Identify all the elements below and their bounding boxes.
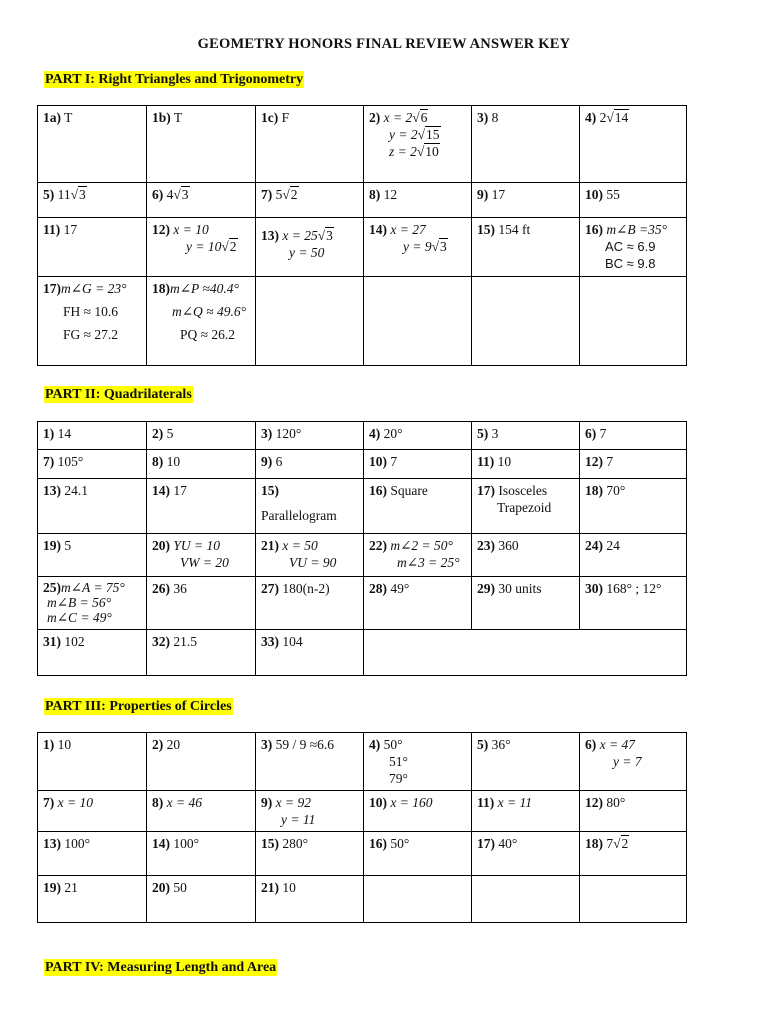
empty-cell (364, 876, 472, 923)
table-row (38, 534, 687, 577)
part2-table (37, 421, 687, 676)
table-row (38, 577, 687, 630)
answer-cell: 3) 8 (472, 106, 580, 183)
table-row (38, 277, 687, 366)
answer-cell: 11) x = 11 (472, 791, 580, 832)
answer-cell: 16) 50° (364, 832, 472, 876)
table-row (38, 106, 687, 183)
empty-cell (580, 277, 687, 366)
table-row (38, 630, 687, 676)
table-row (38, 479, 687, 534)
table-row (38, 733, 687, 791)
answer-cell: 18) 7√2 (580, 832, 687, 876)
answer-cell: 31) 102 (38, 630, 147, 676)
answer-cell: 13) x = 25√3 y = 50 (256, 218, 364, 277)
answer-cell: 11) 10 (472, 450, 580, 479)
answer-cell: 11) 17 (38, 218, 147, 277)
answer-cell: 14) x = 27 y = 9√3 (364, 218, 472, 277)
answer-cell: 12) x = 10 y = 10√2 (147, 218, 256, 277)
answer-cell: 3) 120° (256, 422, 364, 450)
answer-cell: 19) 21 (38, 876, 147, 923)
answer-cell: 32) 21.5 (147, 630, 256, 676)
answer-cell: 8) 12 (364, 183, 472, 218)
answer-cell: 2) 20 (147, 733, 256, 791)
empty-cell (364, 630, 687, 676)
part2-heading: PART II: Quadrilaterals (45, 387, 192, 402)
answer-cell: 12) 7 (580, 450, 687, 479)
answer-cell: 15) 154 ft (472, 218, 580, 277)
empty-cell (580, 876, 687, 923)
answer-cell: 6) 7 (580, 422, 687, 450)
answer-cell: 9) x = 92 y = 11 (256, 791, 364, 832)
answer-cell: 6) 4√3 (147, 183, 256, 218)
answer-cell: 1) 10 (38, 733, 147, 791)
answer-cell: 17) Isosceles Trapezoid (472, 479, 580, 534)
table-row (38, 218, 687, 277)
answer-cell: 20) 50 (147, 876, 256, 923)
answer-cell: 12) 80° (580, 791, 687, 832)
answer-cell: 2) 5 (147, 422, 256, 450)
answer-cell: 1c) F (256, 106, 364, 183)
answer-cell: 10) 7 (364, 450, 472, 479)
answer-cell: 27) 180(n-2) (256, 577, 364, 630)
answer-cell: 6) x = 47 y = 7 (580, 733, 687, 791)
answer-cell: 5) 36° (472, 733, 580, 791)
answer-cell: 17) 40° (472, 832, 580, 876)
answer-cell: 21) x = 50 VU = 90 (256, 534, 364, 577)
answer-cell: 4) 50° 51° 79° (364, 733, 472, 791)
answer-cell: 18) 70° (580, 479, 687, 534)
answer-cell: 7) x = 10 (38, 791, 147, 832)
answer-cell: 30) 168° ; 12° (580, 577, 687, 630)
part1-heading: PART I: Right Triangles and Trigonometry (45, 72, 304, 87)
empty-cell (256, 277, 364, 366)
answer-cell: 9) 17 (472, 183, 580, 218)
empty-cell (472, 876, 580, 923)
answer-cell: 7) 5√2 (256, 183, 364, 218)
part3-heading: PART III: Properties of Circles (45, 699, 232, 714)
answer-cell: 4) 2√14 (580, 106, 687, 183)
answer-cell: 9) 6 (256, 450, 364, 479)
answer-cell: 19) 5 (38, 534, 147, 577)
answer-cell: 33) 104 (256, 630, 364, 676)
table-row (38, 422, 687, 450)
part1-table (37, 105, 687, 366)
answer-cell: 17)m∠G = 23° FH ≈ 10.6 FG ≈ 27.2 (38, 277, 147, 366)
answer-cell: 16) Square (364, 479, 472, 534)
answer-cell: 26) 36 (147, 577, 256, 630)
answer-cell: 4) 20° (364, 422, 472, 450)
answer-cell: 16) m∠B =35° AC ≈ 6.9 BC ≈ 9.8 (580, 218, 687, 277)
answer-cell: 1b) T (147, 106, 256, 183)
answer-cell: 20) YU = 10 VW = 20 (147, 534, 256, 577)
answer-cell: 2) x = 2√6 y = 2√15 z = 2√10 (364, 106, 472, 183)
answer-cell: 15) Parallelogram (256, 479, 364, 534)
answer-cell: 1a) T (38, 106, 147, 183)
table-row (38, 876, 687, 923)
answer-cell: 15) 280° (256, 832, 364, 876)
answer-cell: 25)m∠A = 75° m∠B = 56° m∠C = 49° (38, 577, 147, 630)
answer-cell: 18)m∠P ≈40.4° m∠Q ≈ 49.6° PQ ≈ 26.2 (147, 277, 256, 366)
answer-cell: 21) 10 (256, 876, 364, 923)
table-row (38, 832, 687, 876)
answer-cell: 5) 3 (472, 422, 580, 450)
answer-cell: 10) 55 (580, 183, 687, 218)
answer-cell: 14) 100° (147, 832, 256, 876)
answer-cell: 14) 17 (147, 479, 256, 534)
part4-heading: PART IV: Measuring Length and Area (45, 960, 277, 975)
answer-cell: 10) x = 160 (364, 791, 472, 832)
answer-cell: 23) 360 (472, 534, 580, 577)
answer-cell: 24) 24 (580, 534, 687, 577)
empty-cell (472, 277, 580, 366)
answer-cell: 29) 30 units (472, 577, 580, 630)
answer-cell: 13) 100° (38, 832, 147, 876)
empty-cell (364, 277, 472, 366)
answer-cell: 3) 59 / 9 ≈6.6 (256, 733, 364, 791)
table-row (38, 450, 687, 479)
part3-table (37, 732, 687, 923)
table-row (38, 183, 687, 218)
answer-cell: 22) m∠2 = 50° m∠3 = 25° (364, 534, 472, 577)
table-row (38, 791, 687, 832)
answer-cell: 13) 24.1 (38, 479, 147, 534)
answer-cell: 5) 11√3 (38, 183, 147, 218)
answer-cell: 7) 105° (38, 450, 147, 479)
answer-cell: 8) x = 46 (147, 791, 256, 832)
answer-cell: 8) 10 (147, 450, 256, 479)
page-title: GEOMETRY HONORS FINAL REVIEW ANSWER KEY (197, 36, 571, 52)
answer-cell: 28) 49° (364, 577, 472, 630)
answer-cell: 1) 14 (38, 422, 147, 450)
